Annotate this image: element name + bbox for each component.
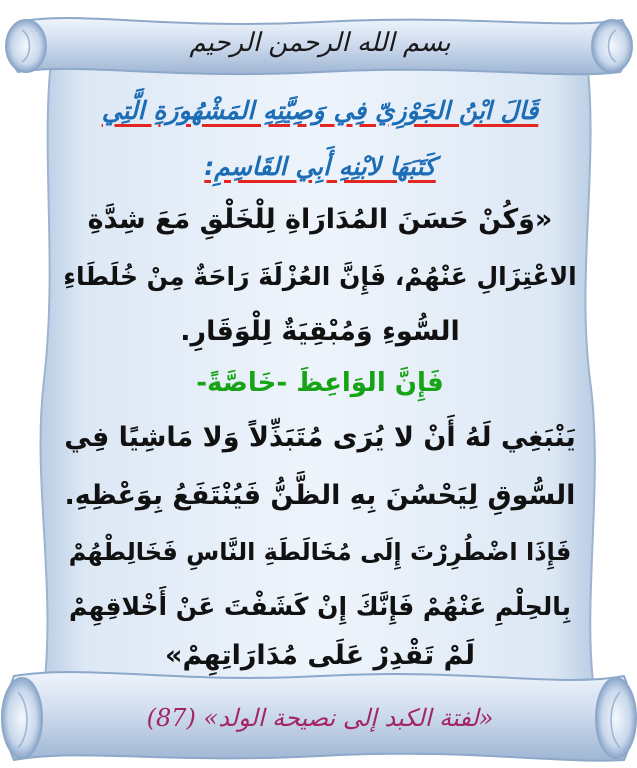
- quote-line-1: «وَكُنْ حَسَنَ المُدَارَاةِ لِلْخَلْقِ مَعَ شِدَّةِ: [87, 204, 553, 235]
- highlight-line: فَإِنَّ الوَاعِظَ -خَاصَّةً-: [196, 368, 444, 398]
- quote-line-5: السُّوقِ لِيَحْسُنَ بِهِ الظَّنُّ فَيُنْتَفَعُ بِوَعْظِهِ.: [64, 480, 576, 511]
- quote-line-4: يَنْبَغِي لَهُ أَنْ لا يُرَى مُتَبَذِّلاً وَلا مَاشِيًا فِي: [64, 422, 576, 453]
- basmala-calligraphy: بسم الله الرحمن الرحيم: [189, 28, 451, 58]
- quote-line-6: فَإِذَا اضْطُرِرْتَ إِلَى مُخَالَطَةِ النَّاسِ فَخَالِطْهُمْ: [68, 538, 572, 566]
- heading-line-1: قَالَ ابْنُ الجَوْزِيّ فِي وَصِيَّتِهِ المَشْهُورَةِ الَّتِي: [101, 96, 539, 125]
- heading-line-2: كَتَبَهَا لابْنِهِ أَبِي القَاسِمِ:: [204, 152, 436, 181]
- quote-line-8: لَمْ تَقْدِرْ عَلَى مُدَارَاتِهِمْ»: [165, 640, 475, 671]
- quote-line-3: السُّوءِ وَمُبْقِيَةٌ لِلْوَقَارِ.: [180, 316, 460, 347]
- source-citation: «لفتة الكبد إلى نصيحة الولد» (87): [146, 704, 494, 732]
- quote-line-7: بِالحِلْمِ عَنْهُمْ فَإِنَّكَ إِنْ كَشَفْتَ عَنْ أَخْلاقِهِمْ: [69, 592, 571, 621]
- quote-line-2: الاعْتِزَالِ عَنْهُمْ، فَإِنَّ العُزْلَةَ رَاحَةٌ مِنْ خُلَطَاءِ: [63, 262, 577, 291]
